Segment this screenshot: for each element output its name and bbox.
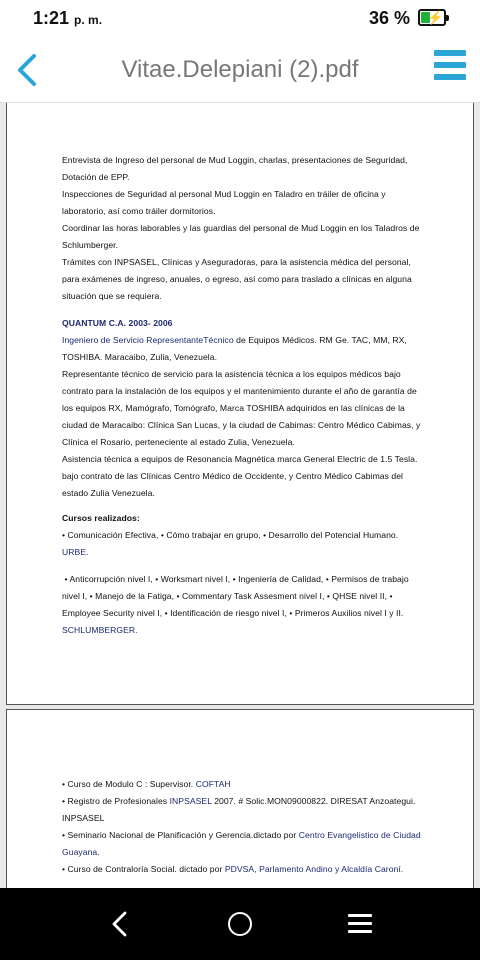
pdf-page-2	[6, 709, 474, 888]
page-2-content	[62, 776, 422, 878]
job-role-line	[62, 332, 422, 366]
paragraph: Inspecciones de Seguridad al personal Mud Loggin en Taladro en tráiler de oficina y laboratorio, así como tráiler dormitorios.	[62, 189, 386, 216]
status-ampm: p. m.	[74, 13, 103, 27]
course-org: PDVSA, Parlamento Andino y Alcaldía Caroní.	[224, 864, 404, 874]
course-list: • Comunicación Efectiva, • Cómo trabajar en grupo, • Desarrollo del Potencial Humano. URBE.	[62, 530, 399, 557]
app-bar	[0, 38, 480, 103]
course-org: URBE.	[62, 547, 89, 557]
status-time: 1:21 p. m.	[33, 8, 103, 28]
paragraph: Representante técnico de servicio para la asistencia técnica a los equipos médicos bajo contrato para la instalación de los equipos y el mantenimiento durante el año de garantía de los equipos RX, Mamógrafo, Tomógrafo, Marca TOSHIBA adquiridos en las clínicas de la ciudad de Maracaibo: Clínica San Lucas, y la ciudad de Cabimas: Centro Médico Cabimas, y Clínica el Rosario, perteneciente al estado Zulia, Venezuela.	[62, 369, 421, 447]
status-bar	[0, 0, 480, 38]
nav-back-icon[interactable]	[108, 910, 132, 938]
nav-recents-icon[interactable]	[348, 914, 372, 934]
navigation-bar	[0, 888, 480, 960]
page-1-content	[62, 152, 422, 639]
course-org: COFTAH	[195, 779, 231, 789]
battery-percent: 36 %	[368, 8, 410, 28]
course-org: SCHLUMBERGER.	[62, 625, 138, 635]
back-arrow-icon[interactable]	[10, 52, 46, 88]
nav-home-icon[interactable]	[228, 912, 252, 936]
courses-heading: Cursos realizados:	[62, 513, 140, 523]
battery-charging-icon: ⚡	[418, 9, 446, 26]
job-role: Ingeniero de Servicio RepresentanteTécnico	[62, 335, 234, 345]
course-item: • Registro de Profesionales INPSASEL 2007. # Solic.MON09000822. DIRESAT Anzoategui. INPSASEL	[62, 796, 416, 823]
paragraph: Asistencia técnica a equipos de Resonancia Magnética marca General Electric de 1.5 Tesla. bajo contrato de las Clínicas Centro Médico de Occidente, y Centro Médico Cabimas del estado Zulia Venezuela.	[62, 454, 418, 498]
paragraph: Coordinar las horas laborables y las guardias del personal de Mud Loggin en los Taladros de Schlumberger.	[62, 223, 420, 250]
course-org: INPSASEL	[169, 796, 212, 806]
pdf-viewer[interactable]	[0, 103, 480, 888]
job-role-rest: de Equipos Médicos. RM Ge. TAC, MM, RX, TOSHIBA. Maracaibo, Zulia, Venezuela.	[62, 335, 407, 362]
paragraph: Trámites con INPSASEL, Clínicas y Aseguradoras, para la asistencia médica del personal, para exámenes de ingreso, anuales, o egreso, así como para traslado a clínicas en alguna situación que se requiera.	[62, 257, 412, 301]
document-title: Vitae.Delepiani (2).pdf	[121, 56, 359, 83]
course-item: • Curso de Contraloría Social. dictado por PDVSA, Parlamento Andino y Alcaldía Caroní.	[62, 864, 404, 874]
paragraph: Entrevista de Ingreso del personal de Mud Loggin, charlas, presentaciones de Seguridad, Dotación de EPP.	[62, 155, 408, 182]
menu-icon[interactable]	[434, 50, 466, 90]
pdf-page-1	[6, 103, 474, 705]
course-item: • Seminario Nacional de Planificación y Gerencia.dictado por Centro Evangelistico de Ciudad Guayana.	[62, 830, 421, 857]
course-item: • Curso de Modulo C : Supervisor. COFTAH	[62, 779, 231, 789]
course-org: Centro Evangelistico de Ciudad Guayana.	[62, 830, 421, 857]
job-heading: QUANTUM C.A. 2003- 2006	[62, 318, 173, 328]
course-list: • Anticorrupción nivel I, • Worksmart nivel I, • Ingeniería de Calidad, • Permisos de trabajo nivel I, • Manejo de la Fatiga, • Commentary Task Assesment nivel I, • QHSE nivel II, • Employee Security nivel I, • Identificación de riesgo nivel I, • Primeros Auxilios nivel I y II. SCHLUMBERGER.	[62, 574, 409, 635]
